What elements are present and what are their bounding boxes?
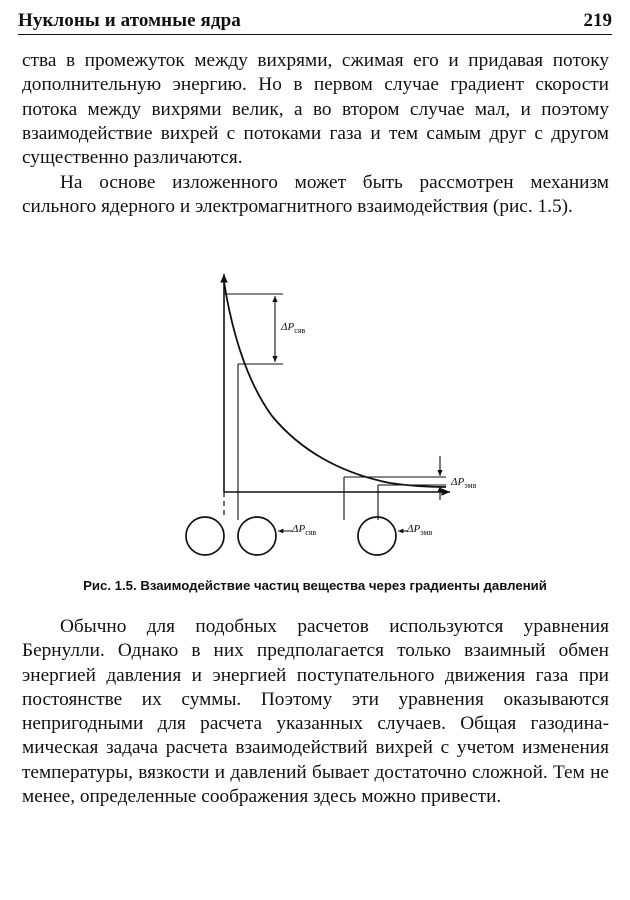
running-header — [18, 8, 612, 35]
paragraph-3: Обычно для подобных расчетов используются уравнения Бернулли. Однако в них предполагается только взаимный обмен энергией давления и энергией поступательного движения газа при постоянстве их суммы. Поэтому эти уравнения оказываются непригодными для расчета указанных случаев. Общая газодинамическая задача расчета взаимодействий вихрей с учетом изменения температуры, вязкости и давлений бывает достаточно сложной. Тем не менее, определенные соображения здесь можно привести. — [22, 616, 609, 808]
running-title: Нуклоны и атомные ядра — [18, 10, 241, 31]
figure-caption: Рис. 1.5. Взаимодействие частиц вещества через градиенты давлений — [83, 578, 547, 593]
label-delta-p-em-right: $\Delta P_{эмв}$ — [451, 476, 477, 491]
paragraph-1: ства в промежуток между вихрями, сжимая его и придавая потоку дополнительную энергию. Но в первом случае градиент скорости потока между вихрями велик, а во втором случае мал, и поэтому взаимодействие вихрей с потоками газа и тем самым друг с другом существенно различаются. — [22, 50, 609, 169]
label-delta-p-strong-bottom: $\Delta P_{сяв}$ — [292, 523, 317, 538]
label-delta-p-em-bottom: $\Delta P_{эмв}$ — [407, 523, 433, 538]
figure-1-5 — [0, 268, 630, 568]
label-delta-p-strong-top: $\Delta P_{сяв}$ — [281, 321, 306, 336]
particle-circle-1 — [186, 517, 224, 555]
particle-circle-2 — [238, 517, 276, 555]
paragraph-2: На основе изложенного может быть рассмотрен механизм сильного ядерного и электромагнитного взаимодействия (рис. 1.5). — [22, 172, 609, 218]
page-number: 219 — [583, 10, 612, 31]
particle-circle-3 — [358, 517, 396, 555]
pressure-curve — [224, 282, 446, 487]
